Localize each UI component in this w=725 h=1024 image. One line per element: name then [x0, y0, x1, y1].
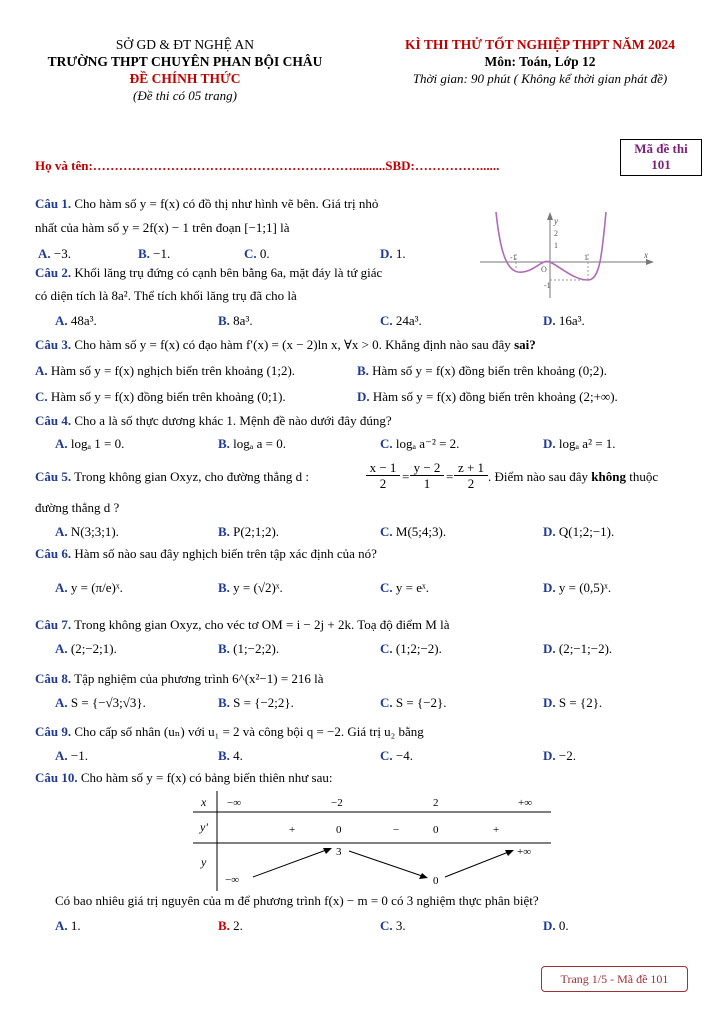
option-letter: D.	[357, 389, 370, 404]
option-letter: A.	[55, 918, 68, 933]
q3-option-c[interactable]	[35, 389, 286, 405]
option-letter: D.	[543, 524, 556, 539]
q5-text-c: thuộc	[629, 469, 659, 484]
q1-text: Cho hàm số y = f(x) có đồ thị như hình vẽ bên. Giá trị nhỏ	[74, 196, 379, 211]
option-text: −1.	[70, 748, 88, 763]
option-text: y = (√2)ˣ.	[233, 580, 283, 595]
bbt-sign-3: −	[393, 824, 400, 836]
q7-line1	[35, 617, 449, 633]
option-letter: D.	[543, 313, 556, 328]
official-label: ĐỀ CHÍNH THỨC	[129, 71, 241, 86]
q8-line1	[35, 671, 324, 687]
q5-line1	[35, 469, 309, 485]
bbt-row-yp: y'	[200, 820, 208, 834]
option-letter: C.	[380, 524, 393, 539]
option-letter: D.	[543, 748, 556, 763]
q5-option-c[interactable]	[380, 524, 446, 540]
option-letter: D.	[543, 641, 556, 656]
option-text: 16a³.	[558, 313, 585, 328]
q2-option-b[interactable]	[218, 313, 253, 329]
q6-label: Câu 6.	[35, 546, 72, 561]
q3-label: Câu 3.	[35, 337, 72, 352]
option-letter: D.	[380, 246, 393, 261]
q2-option-c[interactable]	[380, 313, 422, 329]
q7-option-d[interactable]	[543, 641, 612, 657]
q5-fraction-3	[454, 460, 488, 491]
option-text: (1;−2;2).	[233, 641, 280, 656]
subject: Môn: Toán, Lớp 12	[484, 54, 596, 69]
option-text: 4.	[233, 748, 243, 763]
fraction-denominator: 2	[467, 476, 475, 491]
bbt-x-1: −∞	[227, 797, 242, 809]
graph-origin: O	[541, 265, 547, 274]
option-letter: B.	[218, 580, 230, 595]
option-letter: A.	[55, 748, 68, 763]
graph-y-label: y	[554, 216, 558, 226]
fraction-denominator: 1	[423, 476, 431, 491]
graph-tick-neg1-x: -1	[510, 253, 517, 262]
option-text: N(3;3;1).	[70, 524, 119, 539]
bbt-sign-2: 0	[336, 824, 342, 836]
bbt-row-x: x	[201, 795, 207, 809]
option-text: (2;−1;−2).	[558, 641, 613, 656]
q6-line1	[35, 546, 377, 562]
function-graph	[478, 210, 658, 300]
graph-tick-1: 1	[554, 241, 558, 250]
option-text: y = (π/e)ˣ.	[70, 580, 123, 595]
option-letter: B.	[138, 246, 150, 261]
option-letter: B.	[218, 695, 230, 710]
school-name: TRƯỜNG THPT CHUYÊN PHAN BỘI CHÂU	[47, 54, 323, 69]
option-letter: B.	[218, 313, 230, 328]
graph-tick-1-x: 1	[584, 253, 588, 262]
option-text: logₐ 1 = 0.	[70, 436, 125, 451]
q5-label: Câu 5.	[35, 469, 72, 484]
q2-option-a[interactable]	[55, 313, 97, 329]
q8-option-b[interactable]	[218, 695, 294, 711]
student-info-line: Họ và tên:……………………………………………………..........SBD:……………......	[35, 158, 500, 173]
dept-name: SỞ GD & ĐT NGHỆ AN	[115, 37, 255, 52]
q2-line2: có diện tích là 8a². Thể tích khối lăng trụ đã cho là	[35, 288, 297, 303]
option-text: −1.	[153, 246, 171, 261]
option-letter: B.	[218, 918, 230, 933]
option-text: −2.	[558, 748, 576, 763]
q5-text-a: Trong không gian Oxyz, cho đường thẳng d :	[74, 469, 309, 484]
q5-option-d[interactable]	[543, 524, 614, 540]
q7-option-a[interactable]	[55, 641, 117, 657]
option-text: Q(1;2;−1).	[558, 524, 615, 539]
q4-option-a[interactable]	[55, 436, 124, 452]
option-text: 0.	[558, 918, 569, 933]
q7-option-c[interactable]	[380, 641, 442, 657]
option-text: (2;−2;1).	[70, 641, 117, 656]
q5-line2: đường thẳng d ?	[35, 500, 120, 515]
exam-code-box	[620, 139, 702, 176]
q2-option-d[interactable]	[543, 313, 585, 329]
q1-option-a[interactable]	[38, 246, 71, 262]
time-note: Thời gian: 90 phút ( Không kể thời gian phát đề)	[412, 71, 668, 86]
q5-fraction-1	[366, 460, 400, 491]
bbt-y-bottom-1: −∞	[225, 874, 240, 886]
bbt-sign-4: 0	[433, 824, 439, 836]
option-letter: A.	[38, 246, 51, 261]
option-text: y = eˣ.	[395, 580, 429, 595]
exam-title: KÌ THI THỬ TỐT NGHIỆP THPT NĂM 2024	[405, 37, 675, 52]
q6-text: Hàm số nào sau đây nghịch biến trên tập xác định của nó?	[74, 546, 377, 561]
bbt-sign-5: +	[493, 824, 500, 836]
option-letter: B.	[218, 641, 230, 656]
option-text: y = (0,5)ˣ.	[558, 580, 612, 595]
q8-label: Câu 8.	[35, 671, 72, 686]
q7-label: Câu 7.	[35, 617, 72, 632]
q4-option-c[interactable]	[380, 436, 459, 452]
page-footer: Trang 1/5 - Mã đề 101	[541, 966, 688, 992]
option-text: P(2;1;2).	[233, 524, 280, 539]
q3-option-b[interactable]	[357, 363, 607, 379]
option-text: logₐ a² = 1.	[558, 436, 616, 451]
q9-option-b[interactable]	[218, 748, 243, 764]
option-letter: B.	[218, 524, 230, 539]
option-letter: C.	[380, 436, 393, 451]
option-letter: B.	[357, 363, 369, 378]
q3-option-a[interactable]	[35, 363, 295, 379]
q6-option-d[interactable]	[543, 580, 611, 596]
bbt-y-top-1: 3	[336, 846, 342, 858]
q5-option-a[interactable]	[55, 524, 119, 540]
q5-fraction-2	[410, 460, 444, 491]
q9-label: Câu 9.	[35, 724, 72, 739]
option-text: Hàm số y = f(x) nghịch biến trên khoảng (1;2).	[50, 363, 296, 378]
option-text: 0.	[259, 246, 270, 261]
option-text: −4.	[395, 748, 413, 763]
bbt-x-3: 2	[433, 797, 439, 809]
q6-option-b[interactable]	[218, 580, 283, 596]
q4-label: Câu 4.	[35, 413, 72, 428]
q1-option-b[interactable]	[138, 246, 170, 262]
option-letter: D.	[543, 436, 556, 451]
bbt-x-2: −2	[331, 797, 343, 809]
q10-line2: Có bao nhiêu giá trị nguyên của m để phương trình f(x) − m = 0 có 3 nghiệm thực phân biệt?	[55, 893, 539, 908]
option-text: S = {−2}.	[395, 695, 447, 710]
pages-note: (Đề thi có 05 trang)	[133, 88, 237, 103]
option-letter: A.	[55, 580, 68, 595]
q10-option-c[interactable]	[380, 918, 406, 934]
q1-line2: nhất của hàm số y = 2f(x) − 1 trên đoạn [−1;1] là	[35, 220, 290, 235]
q9-line1	[35, 724, 424, 740]
option-text: (1;2;−2).	[395, 641, 442, 656]
option-letter: C.	[380, 918, 393, 933]
option-letter: A.	[55, 695, 68, 710]
q8-option-c[interactable]	[380, 695, 447, 711]
q3-line1	[35, 337, 536, 353]
q10-option-d[interactable]	[543, 918, 569, 934]
q1-label: Câu 1.	[35, 196, 72, 211]
option-text: S = {−2;2}.	[233, 695, 294, 710]
q10-text: Cho hàm số y = f(x) có bảng biến thiên như sau:	[80, 770, 333, 785]
option-text: S = {−√3;√3}.	[70, 695, 146, 710]
option-text: 24a³.	[395, 313, 422, 328]
option-letter: C.	[380, 580, 393, 595]
q9-option-d[interactable]	[543, 748, 576, 764]
fraction-numerator: x − 1	[366, 460, 400, 476]
option-text: Hàm số y = f(x) đồng biến trên khoảng (0;1).	[50, 389, 286, 404]
q1-option-c[interactable]	[244, 246, 270, 262]
option-letter: B.	[218, 748, 230, 763]
option-letter: A.	[55, 524, 68, 539]
option-text: 48a³.	[70, 313, 97, 328]
option-letter: A.	[55, 436, 68, 451]
q8-option-a[interactable]	[55, 695, 146, 711]
option-letter: A.	[55, 313, 68, 328]
q10-label: Câu 10.	[35, 770, 78, 785]
equals-sign: =	[446, 469, 454, 484]
option-text: 2.	[233, 918, 243, 933]
option-letter: C.	[380, 748, 393, 763]
fraction-numerator: z + 1	[454, 460, 488, 476]
graph-x-label: x	[644, 250, 648, 260]
graph-tick-2: 2	[554, 229, 558, 238]
option-letter: D.	[543, 580, 556, 595]
q3-bold-word: sai?	[514, 337, 536, 352]
q9-option-a[interactable]	[55, 748, 88, 764]
option-text: logₐ a = 0.	[233, 436, 286, 451]
option-letter: C.	[244, 246, 257, 261]
q1-option-d[interactable]	[380, 246, 406, 262]
option-letter: D.	[543, 918, 556, 933]
q7-option-b[interactable]	[218, 641, 279, 657]
bbt-y-top-2: +∞	[517, 846, 532, 858]
q2-line1	[35, 265, 382, 281]
equals-sign: =	[402, 469, 410, 484]
option-letter: C.	[35, 389, 48, 404]
q5-option-b[interactable]	[218, 524, 279, 540]
option-text: −3.	[53, 246, 71, 261]
bbt-y-bottom-2: 0	[433, 875, 439, 887]
variation-table	[193, 791, 551, 891]
q9-option-c[interactable]	[380, 748, 413, 764]
exam-code-value: 101	[651, 157, 671, 172]
exam-code-label: Mã đề thi	[634, 141, 688, 156]
option-text: Hàm số y = f(x) đồng biến trên khoảng (2;+∞).	[372, 389, 618, 404]
q9-text: Cho cấp số nhân (uₙ) với u₁ = 2 và công bội q = −2. Giá trị u₂ bằng	[74, 724, 424, 739]
option-letter: C.	[380, 695, 393, 710]
q7-text: Trong không gian Oxyz, cho véc tơ OM = i − 2j + 2k. Toạ độ điểm M là	[74, 617, 450, 632]
option-text: M(5;4;3).	[395, 524, 447, 539]
q6-option-a[interactable]	[55, 580, 123, 596]
option-text: 8a³.	[233, 313, 253, 328]
option-text: logₐ a⁻² = 2.	[395, 436, 460, 451]
bbt-x-4: +∞	[518, 797, 533, 809]
q10-line1	[35, 770, 332, 786]
option-text: S = {2}.	[558, 695, 603, 710]
q4-line1	[35, 413, 392, 429]
q4-text: Cho a là số thực dương khác 1. Mệnh đề nào dưới đây đúng?	[74, 413, 392, 428]
q4-option-b[interactable]	[218, 436, 286, 452]
bbt-row-y: y	[201, 855, 207, 869]
option-letter: D.	[543, 695, 556, 710]
bbt-sign-1: +	[289, 824, 296, 836]
q8-text: Tập nghiệm của phương trình 6^(x²−1) = 216 là	[74, 671, 324, 686]
option-letter: A.	[55, 641, 68, 656]
q5-text-b: . Điểm nào sau đây	[488, 469, 589, 484]
fraction-denominator: 2	[379, 476, 387, 491]
option-letter: B.	[218, 436, 230, 451]
fraction-numerator: y − 2	[410, 460, 444, 476]
q2-text: Khối lăng trụ đứng có cạnh bên bằng 6a, mặt đáy là tứ giác	[74, 265, 383, 280]
option-text: Hàm số y = f(x) đồng biến trên khoảng (0;2).	[372, 363, 607, 378]
option-text: 3.	[395, 918, 406, 933]
option-letter: C.	[380, 641, 393, 656]
option-letter: C.	[380, 313, 393, 328]
q10-option-a[interactable]	[55, 918, 81, 934]
option-text: 1.	[70, 918, 81, 933]
q4-option-d[interactable]	[543, 436, 616, 452]
option-letter: A.	[35, 363, 48, 378]
q8-option-d[interactable]	[543, 695, 602, 711]
q5-bold-word: không	[591, 469, 626, 484]
q5-line1-tail	[488, 469, 658, 485]
q2-label: Câu 2.	[35, 265, 72, 280]
q3-text: Cho hàm số y = f(x) có đạo hàm f′(x) = (x − 2)ln x, ∀x > 0. Khẳng định nào sau đây	[74, 337, 511, 352]
q3-option-d[interactable]	[357, 389, 618, 405]
option-text: 1.	[395, 246, 406, 261]
q1-line1	[35, 196, 378, 212]
q6-option-c[interactable]	[380, 580, 429, 596]
q10-option-b[interactable]	[218, 918, 243, 934]
graph-tick-neg1-y: -1	[544, 281, 551, 290]
